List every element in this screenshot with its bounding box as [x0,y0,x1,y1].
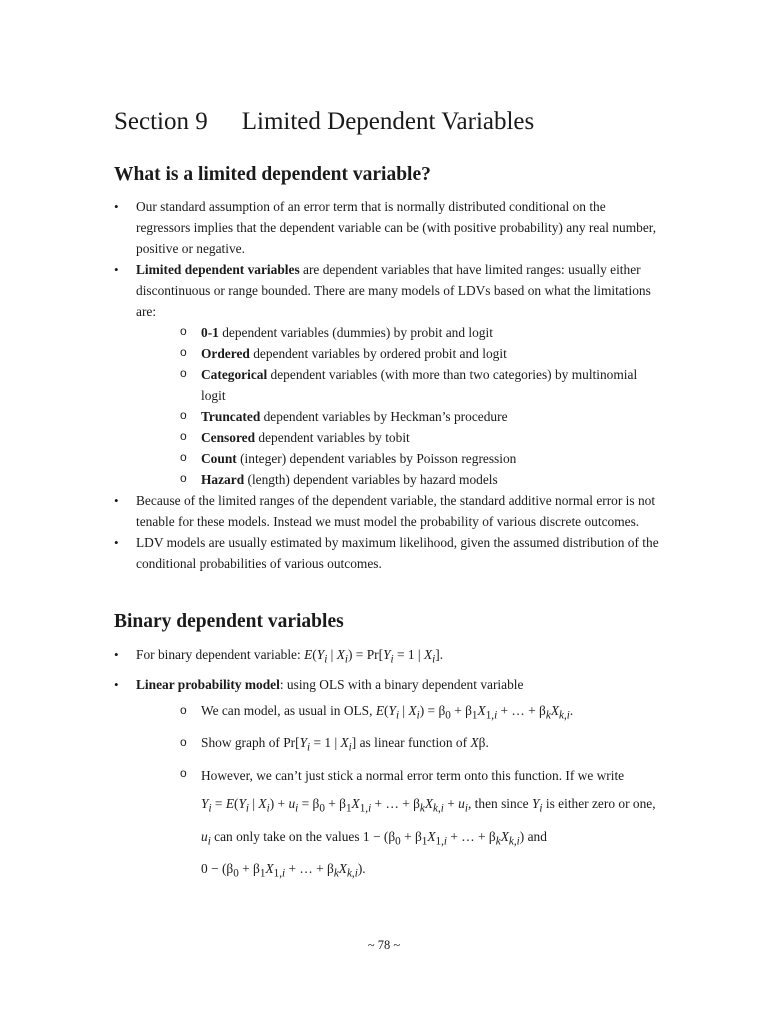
list-item: o Categorical dependent variables (with more than two categories) by multinomial logit [136,364,659,406]
list-item: o 0-1 dependent variables (dummies) by probit and logit [136,322,659,343]
list-item: o We can model, as usual in OLS, $E(Y_i$ | $X_i) = \beta_0 + \beta_1X_{1,i}$ + … + $\beta_kX_{k,i}$. [136,697,659,730]
equation-error-term: $Y_i = E(Y_i$ | $X_i) + u_i = \beta_0 + \beta_1X_{1,i}$ + … + $\beta_kX_{k,i} + u_i$ [201,796,468,815]
list-item: o Censored dependent variables by tobit [136,427,659,448]
list-item: • For binary dependent variable: $E(Y_i$ | $X_i) = Pr[Y_i = 1$ | $X_i$]. [114,642,659,673]
list-item: • Our standard assumption of an error term that is normally distributed conditional on the regressors implies that the dependent variable can be (with positive probability) any real number, positive or negative. [114,196,659,259]
equation-probability: $Pr[Y_i = 1$ | $X_i$] [283,735,357,755]
binary-bullet-list [114,642,659,888]
list-item: o Truncated dependent variables by Heckman’s procedure [136,406,659,427]
equation-value-one: $1 - (\beta_0 + \beta_1X_{1,i}$ + … + $\beta_kX_{k,i}$) [362,828,525,848]
list-item: • Because of the limited ranges of the dependent variable, the standard additive normal error is not tenable for these models. Instead we must model the probability of various discrete outcomes. [114,490,659,532]
section-number: Section 9 [114,108,208,135]
heading-what-is-ldv: What is a limited dependent variable? [114,164,431,185]
equation-binary-expectation: $E(Y_i$ | $X_i) = Pr[Y_i = 1$ | $X_i$]. [304,647,444,666]
page-number: ~ 78 ~ [367,938,401,952]
list-item: o Count (integer) dependent variables by Poisson regression [136,448,659,469]
section-title [114,108,534,136]
binary-section-body [114,642,659,888]
list-item: • Linear probability model: using OLS with a binary dependent variable o We can model, as usual in OLS, $E(Y_i$ | $X_i) = \beta_0 + \beta_1X_{1,i}$ + … + $\beta_kX_{k,i}$. o Show graph of $Pr[Y_i = 1$ | $X_i$] as linear function of Xβ. o However, we can’t just stick a normal error term onto this function. If we write $Y_i = E(Y_i$ | $X_i) + u_i = \beta_0 + \beta_1X_{1,i}$ + … + $\beta_kX_{k,i} + u_i$, then since $Y_i$ is either zero or one, $u_i$ can only take on the values $1 - (\beta_0 + \beta_1X_{1,i}$ + … + $\beta_kX_{k,i}$) and $0 - (\beta_0 + \beta_1X_{1,i}$ + … + $\beta_kX_{k,i}$). [114,673,659,888]
list-item: o Ordered dependent variables by ordered probit and logit [136,343,659,364]
list-item: • Limited dependent variables are dependent variables that have limited ranges: usually either discontinuous or range bounded. There are many models of LDVs based on what the limitations are: o 0-1 dependent variables (dummies) by probit and logit o Ordered dependent variables by ordered probit and logit o Categorical dependent variables (with more than two categories) by multinomial logit o Truncated dependent variables by Heckman’s procedure o Censored dependent variables by tobit o Count (integer) dependent variables by Poisson regression o Hazard (length) dependent variables by hazard models [114,259,659,490]
list-item: o Hazard (length) dependent variables by hazard models [136,469,659,490]
linear-probability-list [136,697,659,888]
ldv-types-list [136,322,659,490]
section-name: Limited Dependent Variables [241,108,535,135]
equation-value-zero: $0 - (\beta_0 + \beta_1X_{1,i}$ + … + $\beta_kX_{k,i}$). [201,861,366,881]
heading-binary-dv: Binary dependent variables [114,611,344,632]
list-item: o Show graph of $Pr[Y_i = 1$ | $X_i$] as linear function of Xβ. [136,729,659,762]
intro-bullet-list [114,196,659,574]
list-item: o However, we can’t just stick a normal error term onto this function. If we write $Y_i = E(Y_i$ | $X_i) + u_i = \beta_0 + \beta_1X_{1,i}$ + … + $\beta_kX_{k,i} + u_i$, then since $Y_i$ is either zero or one, $u_i$ can only take on the values $1 - (\beta_0 + \beta_1X_{1,i}$ + … + $\beta_kX_{k,i}$) and $0 - (\beta_0 + \beta_1X_{1,i}$ + … + $\beta_kX_{k,i}$). [136,762,659,888]
equation-lpm: $E(Y_i$ | $X_i) = \beta_0 + \beta_1X_{1,i}$ + … + $\beta_kX_{k,i}$. [375,702,574,722]
list-item: • LDV models are usually estimated by maximum likelihood, given the assumed distribution of the conditional probabilities of various outcomes. [114,532,659,574]
ldv-section-body [114,196,659,574]
